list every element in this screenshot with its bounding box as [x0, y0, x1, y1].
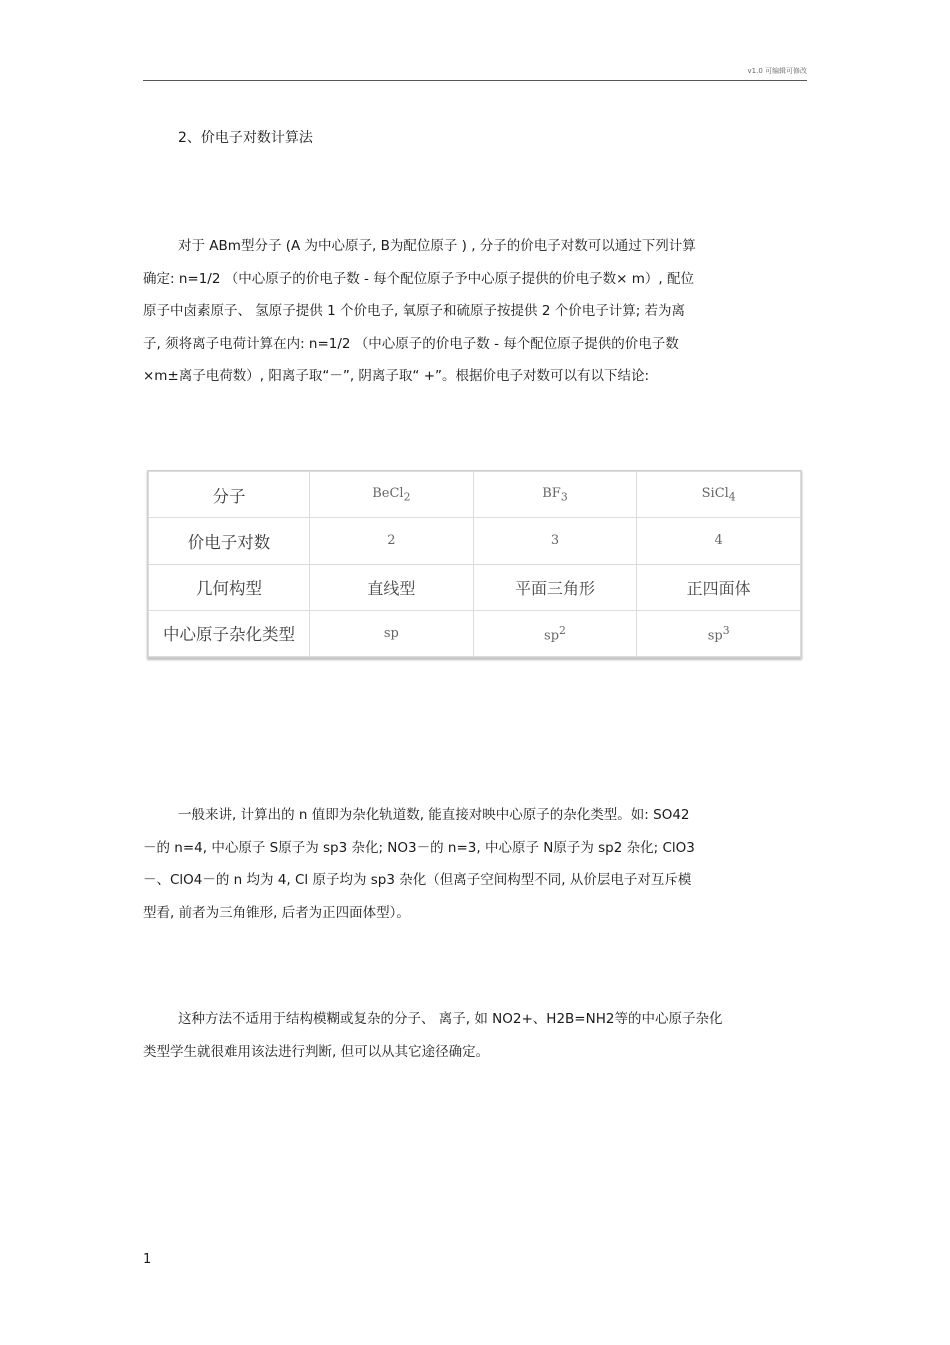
- table-cell: [637, 564, 801, 610]
- table-cell: [637, 518, 801, 564]
- page-number: 1: [143, 1252, 152, 1267]
- cell-value: 2: [387, 533, 396, 549]
- paragraph-line: 这种方法不适用于结构模糊或复杂的分子、 离子, 如 NO2+、H2B=NH2等的中心原子杂化: [178, 1011, 723, 1027]
- table-row: [149, 472, 801, 518]
- paragraph-line: 类型学生就很难用该法进行判断, 但可以从其它途径确定。: [143, 1043, 490, 1060]
- row-label: 中心原子杂化类型: [149, 610, 310, 656]
- cell-value: 平面三角形: [514, 578, 595, 598]
- paragraph-line: 对于 ABm型分子 (A 为中心原子, B为配位原子 ) , 分子的价电子对数可以通过下列计算: [178, 238, 696, 254]
- paragraph-line: 子, 须将离子电荷计算在内: n=1/2 （中心原子的价电子数 - 每个配位原子提供的价电子数: [143, 335, 679, 352]
- cell-value: SiCl: [701, 485, 729, 501]
- table-cell: [637, 472, 801, 518]
- header-version-tag: v1.0 可编辑可修改: [747, 67, 807, 75]
- row-label: 几何构型: [149, 564, 310, 610]
- paragraph-line: 型看, 前者为三角锥形, 后者为正四面体型）。: [143, 904, 410, 921]
- table-row: [149, 518, 801, 564]
- table-cell: [473, 610, 637, 656]
- table-cell: [310, 518, 474, 564]
- cell-subscript: 3: [560, 490, 568, 504]
- table-cell: [473, 472, 637, 518]
- cell-superscript: 2: [559, 623, 566, 637]
- paragraph-line: ×m±离子电荷数）, 阳离子取“－”, 阴离子取“ +”。根据价电子对数可以有以下结论:: [143, 368, 650, 384]
- cell-value: BF: [542, 485, 561, 501]
- cell-subscript: 4: [728, 490, 736, 504]
- hybridization-table-grid: [148, 471, 801, 657]
- cell-value: sp: [707, 628, 723, 644]
- table-cell: [473, 518, 637, 564]
- hybridization-table: [147, 470, 802, 658]
- paragraph-line: －的 n=4, 中心原子 S原子为 sp3 杂化; NO3－的 n=3, 中心原子 N原子为 sp2 杂化; ClO3: [143, 839, 695, 856]
- table-cell: [310, 610, 474, 656]
- table-row: [149, 610, 801, 656]
- row-label: 分子: [149, 472, 310, 518]
- paragraph-line: －、ClO4－的 n 均为 4, Cl 原子均为 sp3 杂化（但离子空间构型不同, 从价层电子对互斥模: [143, 872, 692, 888]
- paragraph-2: [143, 799, 813, 929]
- paragraph-1: [143, 230, 813, 393]
- cell-subscript: 2: [403, 490, 411, 504]
- table-row: [149, 564, 801, 610]
- cell-value: BeCl: [372, 485, 404, 501]
- paragraph-line: 确定: n=1/2 （中心原子的价电子数 - 每个配位原子予中心原子提供的价电子数× m）, 配位: [143, 270, 695, 287]
- cell-value: 直线型: [367, 578, 416, 598]
- section-heading: 2、价电子对数计算法: [178, 130, 313, 146]
- cell-value: sp: [383, 625, 399, 641]
- cell-value: sp: [544, 628, 560, 644]
- cell-superscript: 3: [722, 623, 730, 637]
- cell-value: 4: [714, 533, 723, 549]
- row-label: 价电子对数: [149, 518, 310, 564]
- table-cell: [310, 472, 474, 518]
- table-cell: [637, 610, 801, 656]
- table-cell: [473, 564, 637, 610]
- paragraph-line: 一般来讲, 计算出的 n 值即为杂化轨道数, 能直接对映中心原子的杂化类型。如: SO42: [178, 807, 690, 823]
- cell-value: 正四面体: [686, 578, 751, 598]
- header-rule: [143, 80, 807, 81]
- table-cell: [310, 564, 474, 610]
- paragraph-line: 原子中卤素原子、 氢原子提供 1 个价电子, 氧原子和硫原子按提供 2 个价电子计算; 若为离: [143, 303, 686, 319]
- cell-value: 3: [550, 533, 560, 549]
- paragraph-3: [143, 1003, 813, 1068]
